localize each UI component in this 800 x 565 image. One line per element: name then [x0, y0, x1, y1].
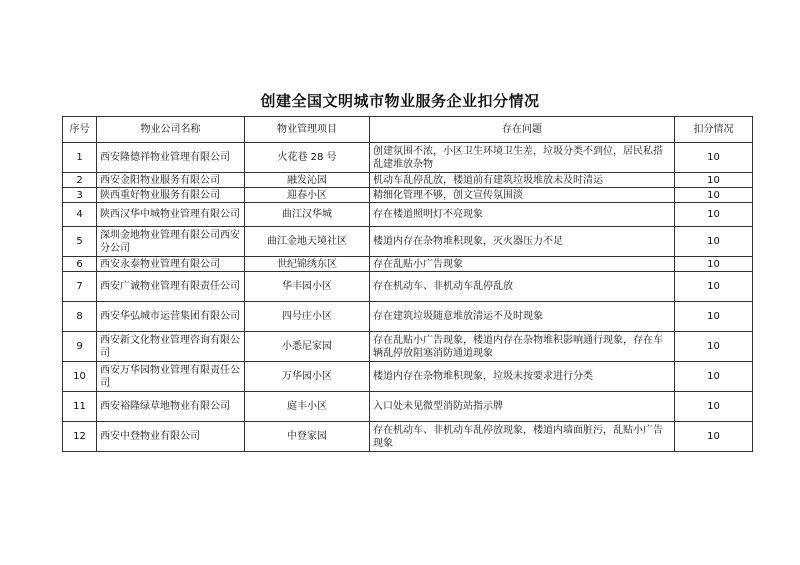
header-issue: 存在问题	[370, 117, 675, 143]
project-name: 融发沁园	[245, 173, 370, 188]
table-row	[63, 203, 753, 227]
project-name: 世纪锦绣东区	[245, 257, 370, 272]
issue-description: 楼道内存在杂物堆积现象，灭火器压力不足	[370, 227, 675, 257]
row-number: 9	[63, 332, 97, 362]
page-title: 创建全国文明城市物业服务企业扣分情况	[260, 92, 540, 110]
table-header-row	[63, 117, 753, 143]
header-company: 物业公司名称	[97, 117, 245, 143]
table-row	[63, 362, 753, 392]
table-row	[63, 302, 753, 332]
company-name: 西安新文化物业管理咨询有限公司	[97, 332, 245, 362]
company-name: 陕西汉华中城物业管理有限公司	[97, 203, 245, 227]
issue-description: 精细化管理不够，创文宣传氛围淡	[370, 188, 675, 203]
project-name: 中登家园	[245, 422, 370, 452]
row-number: 3	[63, 188, 97, 203]
deduction-score: 10	[675, 143, 753, 173]
table-row	[63, 257, 753, 272]
issue-description: 入口处未见微型消防站指示牌	[370, 392, 675, 422]
project-name: 火花巷 28 号	[245, 143, 370, 173]
project-name: 四号庄小区	[245, 302, 370, 332]
table-row	[63, 143, 753, 173]
company-name: 西安华弘城市运营集团有限公司	[97, 302, 245, 332]
project-name: 曲江金地天境社区	[245, 227, 370, 257]
row-number: 12	[63, 422, 97, 452]
deduction-score: 10	[675, 257, 753, 272]
deduction-score: 10	[675, 422, 753, 452]
deduction-score: 10	[675, 362, 753, 392]
company-name: 西安金阳物业服务有限公司	[97, 173, 245, 188]
deduction-table	[62, 116, 753, 452]
company-name: 西安隆德祥物业管理有限公司	[97, 143, 245, 173]
deduction-score: 10	[675, 302, 753, 332]
issue-description: 楼道内存在杂物堆积现象，垃圾未按要求进行分类	[370, 362, 675, 392]
row-number: 1	[63, 143, 97, 173]
row-number: 5	[63, 227, 97, 257]
project-name: 迎春小区	[245, 188, 370, 203]
table-row	[63, 173, 753, 188]
row-number: 2	[63, 173, 97, 188]
company-name: 西安万华园物业管理有限责任公司	[97, 362, 245, 392]
table-row	[63, 188, 753, 203]
table-row	[63, 422, 753, 452]
issue-description: 存在机动车、非机动车乱停放现象，楼道内墙面脏污，乱贴小广告现象	[370, 422, 675, 452]
issue-description: 机动车乱停乱放，楼道前有建筑垃圾堆放未及时清运	[370, 173, 675, 188]
deduction-score: 10	[675, 203, 753, 227]
company-name: 西安广诚物业管理有限责任公司	[97, 272, 245, 302]
deduction-score: 10	[675, 227, 753, 257]
issue-description: 存在建筑垃圾随意堆放清运不及时现象	[370, 302, 675, 332]
project-name: 曲江汉华城	[245, 203, 370, 227]
project-name: 万华园小区	[245, 362, 370, 392]
table-row	[63, 272, 753, 302]
issue-description: 创建氛围不浓，小区卫生环境卫生差，垃圾分类不到位，居民私搭乱建堆放杂物	[370, 143, 675, 173]
issue-description: 存在楼道照明灯不亮现象	[370, 203, 675, 227]
row-number: 8	[63, 302, 97, 332]
project-name: 华丰园小区	[245, 272, 370, 302]
company-name: 深圳金地物业管理有限公司西安分公司	[97, 227, 245, 257]
deduction-score: 10	[675, 392, 753, 422]
row-number: 6	[63, 257, 97, 272]
table-row	[63, 392, 753, 422]
company-name: 陕西重好物业服务有限公司	[97, 188, 245, 203]
deduction-score: 10	[675, 173, 753, 188]
table-row	[63, 332, 753, 362]
issue-description: 存在乱贴小广告现象	[370, 257, 675, 272]
deduction-score: 10	[675, 272, 753, 302]
company-name: 西安裕隆绿草地物业有限公司	[97, 392, 245, 422]
issue-description: 存在机动车、非机动车乱停乱放	[370, 272, 675, 302]
row-number: 10	[63, 362, 97, 392]
row-number: 4	[63, 203, 97, 227]
project-name: 庭丰小区	[245, 392, 370, 422]
row-number: 11	[63, 392, 97, 422]
row-number: 7	[63, 272, 97, 302]
company-name: 西安永泰物业管理有限公司	[97, 257, 245, 272]
table-row	[63, 227, 753, 257]
deduction-score: 10	[675, 332, 753, 362]
header-number: 序号	[63, 117, 97, 143]
company-name: 西安中登物业有限公司	[97, 422, 245, 452]
header-score: 扣分情况	[675, 117, 753, 143]
deduction-score: 10	[675, 188, 753, 203]
header-project: 物业管理项目	[245, 117, 370, 143]
issue-description: 存在乱贴小广告现象，楼道内存在杂物堆积影响通行现象，存在车辆乱停放阻塞消防通道现象	[370, 332, 675, 362]
project-name: 小悉尼家园	[245, 332, 370, 362]
